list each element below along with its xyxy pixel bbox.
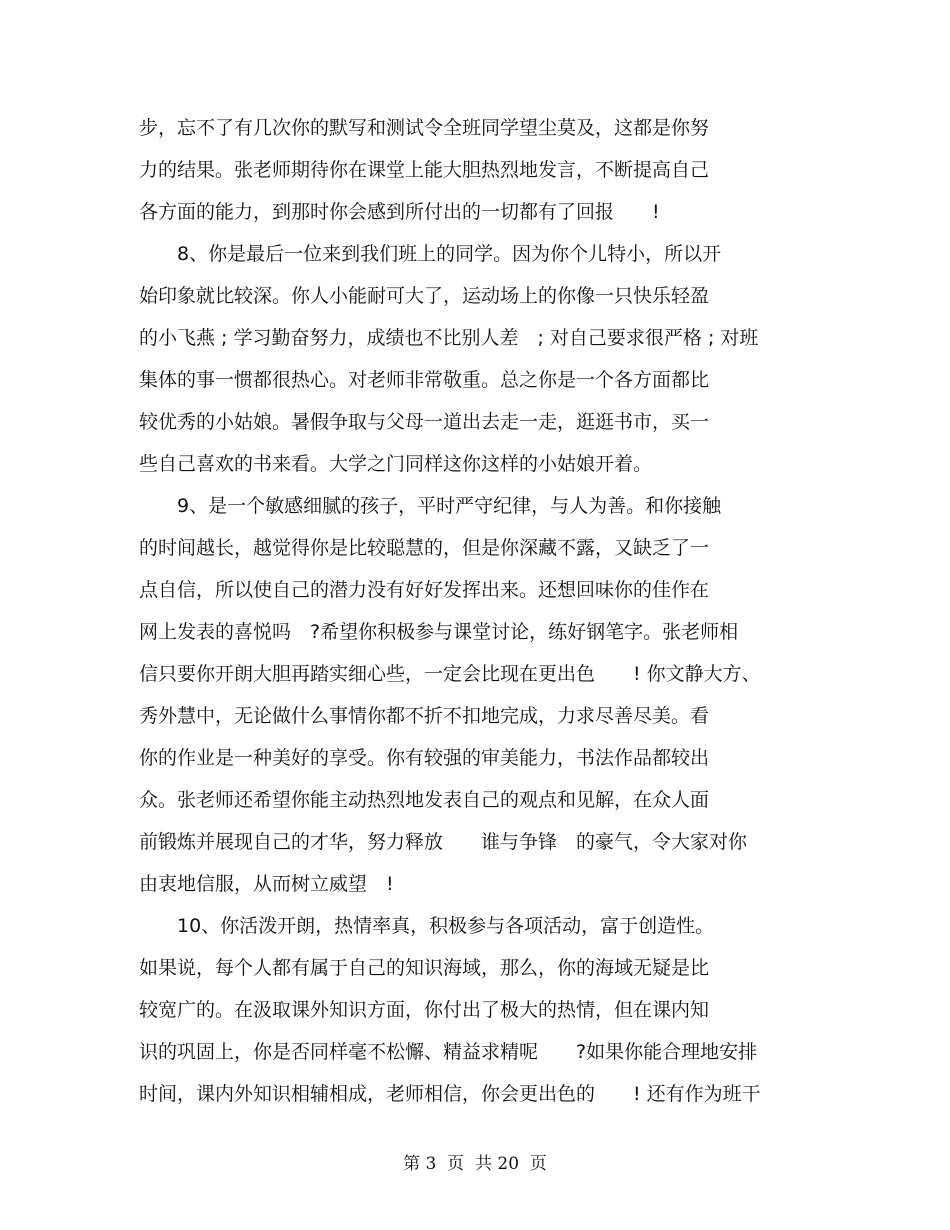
text-line: 较宽广的。在汲取课外知识方面，你付出了极大的热情，但在课内知 — [139, 999, 710, 1021]
text-line: 力的结果。张老师期待你在课堂上能大胆热烈地发言，不断提高自己 — [139, 159, 710, 181]
text-line: 较优秀的小姑娘。暑假争取与父母一道出去走一走，逛逛书市，买一 — [139, 411, 710, 433]
text-line: 些自己喜欢的书来看。大学之门同样这你这样的小姑娘开着。 — [139, 453, 653, 475]
text-line: 集体的事一惯都很热心。对老师非常敬重。总之你是一个各方面都比 — [139, 369, 710, 391]
text-line: 你的作业是一种美好的享受。你有较强的审美能力，书法作品都较出 — [139, 747, 710, 769]
page-number-footer: 第 3 页 共 20 页 — [403, 1154, 547, 1174]
text-line: 时间，课内外知识相辅相成，老师相信，你会更出色的 ! 还有作为班干 — [139, 1083, 761, 1105]
text-line: 10、你活泼开朗，热情率真，积极参与各项活动，富于创造性。 — [139, 915, 715, 937]
text-line: 的时间越长，越觉得你是比较聪慧的，但是你深藏不露，又缺乏了一 — [139, 537, 710, 559]
text-line: 网上发表的喜悦吗 ?希望你积极参与课堂讨论，练好钢笔字。张老师相 — [139, 621, 739, 643]
text-line: 前锻炼并展现自己的才华，努力释放 谁与争锋 的豪气，令大家对你 — [139, 831, 748, 853]
text-line: 始印象就比较深。你人小能耐可大了，运动场上的你像一只快乐轻盈 — [139, 285, 710, 307]
text-line: 众。张老师还希望你能主动热烈地发表自己的观点和见解，在众人面 — [139, 789, 710, 811]
text-line: 各方面的能力，到那时你会感到所付出的一切都有了回报 ! — [139, 201, 660, 223]
text-line: 9、是一个敏感细腻的孩子，平时严守纪律，与人为善。和你接触 — [139, 495, 722, 517]
text-line: 点自信，所以使自己的潜力没有好好发挥出来。还想回味你的佳作在 — [139, 579, 710, 601]
text-line: 由衷地信服，从而树立威望 ! — [139, 873, 394, 895]
text-line: 的小飞燕 ; 学习勤奋努力，成绩也不比别人差 ; 对自己要求很严格 ; 对班 — [139, 327, 759, 349]
text-line: 步，忘不了有几次你的默写和测试令全班同学望尘莫及，这都是你努 — [139, 117, 710, 139]
text-line: 信只要你开朗大胆再踏实细心些，一定会比现在更出色 ! 你文静大方、 — [139, 663, 761, 685]
text-line: 如果说，每个人都有属于自己的知识海域，那么，你的海域无疑是比 — [139, 957, 710, 979]
text-line: 秀外慧中，无论做什么事情你都不折不扣地完成，力求尽善尽美。看 — [139, 705, 710, 727]
text-line: 8、你是最后一位来到我们班上的同学。因为你个儿特小，所以开 — [139, 243, 722, 265]
text-line: 识的巩固上，你是否同样毫不松懈、精益求精呢 ?如果你能合理地安排 — [139, 1041, 758, 1063]
